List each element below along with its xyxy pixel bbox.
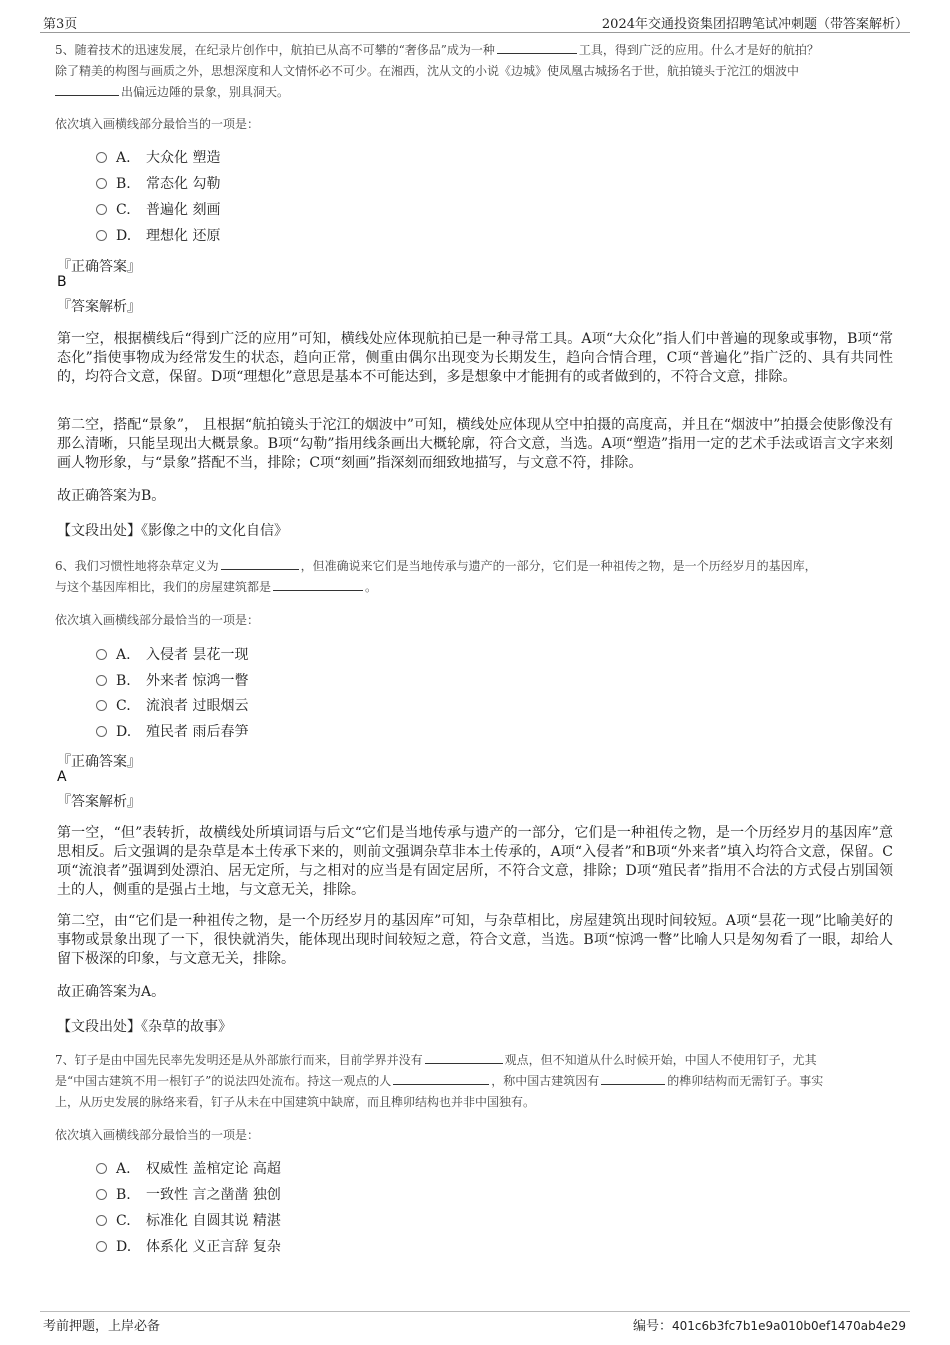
analysis-paragraph: 第一空，“但”表转折，故横线处所填词语与后文“它们是当地传承与遗产的一部分，它们是一种祖传之物，是一个历经岁月的基因库”意思相反。后文强调的是杂草是本土传承下来的，则前文强调杂草非本土传承的，A项“入侵者”和B项“外来者”填入均符合文意，保留。C项“流浪者”强调到处漂泊、居无定所，与之相对的应当是有固定居所，不符合文意，排除；D项“殖民者”指用不合法的方式侵占别国领土的人，侧重的是强占土地，与文意无关，排除。	[57, 825, 893, 898]
correct-answer: A	[57, 769, 67, 785]
analysis-paragraph: 第二空，搭配“景象”， 且根据“航拍镜头于沱江的烟波中”可知，横线处应体现从空中拍摄的高度高，并且在“烟波中”拍摄会使影像没有那么清晰，只能呈现出大概景象。B项“勾勒”指用线条画出大概轮廓，符合文意，当选。A项“塑造”指用一定的艺术手法或语言文字来刻画人物形象，与“景象”搭配不当，排除；C项“刻画”指深刻而细致地描写，与文意不符，排除。	[57, 417, 893, 471]
option-letter: B.	[116, 1187, 131, 1203]
header-divider	[40, 32, 910, 33]
conclusion: 故正确答案为A。	[57, 984, 166, 1000]
analysis-paragraph: 第一空，根据横线后“得到广泛的应用”可知，横线处应体现航拍已是一种寻常工具。A项“大众化”指人们中普遍的现象或事物，B项“常态化”指使事物成为经常发生的状态，趋向正常，侧重由偶尔出现变为长期发生，趋向合情合理，C项“普遍化”指广泛的、具有共同性的，均符合文意，保留。D项“理想化”意思是基本不可能达到，多是想象中才能拥有的或者做到的，不符合文意，排除。	[57, 331, 893, 385]
option-c[interactable]	[96, 200, 220, 220]
analysis-label: 『答案解析』	[57, 794, 141, 810]
option-text: 普遍化 刻画	[146, 202, 221, 218]
q6-text-part: 。	[365, 580, 378, 594]
option-text: 权威性 盖棺定论 高超	[146, 1161, 281, 1177]
page-number: 第3页	[43, 17, 78, 32]
option-letter: A.	[116, 647, 131, 663]
correct-answer-label: 『正确答案』	[57, 754, 141, 770]
question-5-text	[55, 40, 900, 103]
radio-icon[interactable]	[96, 1215, 107, 1226]
source-citation: 【文段出处】《杂草的故事》	[57, 1019, 232, 1035]
analysis-label: 『答案解析』	[57, 299, 141, 315]
q5-text-part: 除了精美的构图与画质之外，思想深度和人文情怀必不可少。在湘西，沈从文的小说《边城》使凤凰古城扬名于世，航拍镜头于沱江的烟波中	[55, 64, 800, 78]
q6-text-part: 与这个基因库相比，我们的房屋建筑都是	[55, 580, 272, 594]
option-letter: D.	[116, 228, 132, 244]
option-letter: B.	[116, 176, 131, 192]
option-text: 外来者 惊鸿一瞥	[146, 673, 249, 689]
option-text: 标准化 自圆其说 精湛	[146, 1213, 281, 1229]
option-text: 体系化 义正言辞 复杂	[146, 1239, 281, 1255]
option-text: 理想化 还原	[146, 228, 221, 244]
footer-divider	[40, 1311, 910, 1312]
question-prompt: 依次填入画横线部分最恰当的一项是：	[55, 1128, 260, 1142]
footer-slogan: 考前押题，上岸必备	[43, 1319, 161, 1334]
option-letter: A.	[116, 1161, 131, 1177]
option-d[interactable]	[96, 722, 248, 742]
code-label: 编号：	[632, 1319, 672, 1334]
option-text: 流浪者 过眼烟云	[146, 698, 249, 714]
option-a[interactable]	[96, 645, 248, 665]
fill-blank	[393, 1071, 489, 1085]
option-text: 殖民者 雨后春笋	[146, 724, 249, 740]
option-letter: C.	[116, 1213, 131, 1229]
correct-answer: B	[57, 274, 67, 290]
option-b[interactable]	[96, 1185, 281, 1205]
q6-text-part: ，但准确说来它们是当地传承与遗产的一部分，它们是一种祖传之物，是一个历经岁月的基因库，	[300, 559, 817, 573]
radio-icon[interactable]	[96, 675, 107, 686]
option-letter: A.	[116, 150, 131, 166]
option-letter: C.	[116, 202, 131, 218]
code-value: 401c6b3fc7b1e9a010b0ef1470ab4e29	[671, 1319, 906, 1333]
q7-text-part: 观点，但不知道从什么时候开始，中国人不使用钉子，尤其	[504, 1053, 817, 1067]
radio-icon[interactable]	[96, 230, 107, 241]
fill-blank	[497, 40, 577, 54]
q7-text-part: 是“中国古建筑不用一根钉子”的说法四处流布。持这一观点的人	[55, 1074, 392, 1088]
source-citation: 【文段出处】《影像之中的文化自信》	[57, 523, 288, 539]
question-prompt: 依次填入画横线部分最恰当的一项是：	[55, 117, 260, 131]
correct-answer-label: 『正确答案』	[57, 259, 141, 275]
option-text: 大众化 塑造	[146, 150, 221, 166]
question-7-text	[55, 1050, 900, 1113]
fill-blank	[425, 1050, 503, 1064]
option-c[interactable]	[96, 1211, 281, 1231]
document-title: 2024年交通投资集团招聘笔试冲刺题（带答案解析）	[601, 17, 908, 32]
option-b[interactable]	[96, 671, 248, 691]
conclusion: 故正确答案为B。	[57, 488, 166, 504]
radio-icon[interactable]	[96, 649, 107, 660]
fill-blank	[273, 577, 363, 591]
option-b[interactable]	[96, 174, 220, 194]
option-d[interactable]	[96, 1237, 281, 1257]
q5-text-part: 5、随着技术的迅速发展，在纪录片创作中，航拍已从高不可攀的“奢侈品”成为一种	[55, 43, 495, 57]
q7-text-part: 的榫卯结构而无需钉子。事实	[667, 1074, 824, 1088]
option-a[interactable]	[96, 1159, 281, 1179]
option-letter: D.	[116, 724, 132, 740]
question-prompt: 依次填入画横线部分最恰当的一项是：	[55, 613, 260, 627]
option-a[interactable]	[96, 148, 220, 168]
analysis-paragraph: 第二空，由“它们是一种祖传之物，是一个历经岁月的基因库”可知，与杂草相比，房屋建筑出现时间较短。A项“昙花一现”比喻美好的事物或景象出现了一下，很快就消失，能体现出现时间较短之意，符合文意，当选。B项“惊鸿一瞥”比喻人只是匆匆看了一眼，却给人留下极深的印象，与文意无关，排除。	[57, 913, 893, 967]
fill-blank	[55, 82, 119, 96]
option-d[interactable]	[96, 226, 220, 246]
radio-icon[interactable]	[96, 1241, 107, 1252]
radio-icon[interactable]	[96, 204, 107, 215]
radio-icon[interactable]	[96, 1189, 107, 1200]
question-6-text	[55, 556, 900, 598]
radio-icon[interactable]	[96, 700, 107, 711]
option-letter: C.	[116, 698, 131, 714]
option-letter: B.	[116, 673, 131, 689]
fill-blank	[601, 1071, 665, 1085]
q7-text-part: 上，从历史发展的脉络来看，钉子从未在中国建筑中缺席，而且榫卯结构也并非中国独有。	[55, 1095, 536, 1109]
fill-blank	[221, 556, 299, 570]
radio-icon[interactable]	[96, 726, 107, 737]
q5-text-part: 出偏远边陲的景象，别具洞天。	[121, 85, 290, 99]
option-letter: D.	[116, 1239, 132, 1255]
option-text: 常态化 勾勒	[146, 176, 221, 192]
document-code	[633, 1315, 906, 1334]
radio-icon[interactable]	[96, 178, 107, 189]
radio-icon[interactable]	[96, 1163, 107, 1174]
option-text: 一致性 言之凿凿 独创	[146, 1187, 281, 1203]
radio-icon[interactable]	[96, 152, 107, 163]
q6-text-part: 6、我们习惯性地将杂草定义为	[55, 559, 219, 573]
option-c[interactable]	[96, 696, 248, 716]
option-text: 入侵者 昙花一现	[146, 647, 249, 663]
q7-text-part: ，称中国古建筑因有	[491, 1074, 600, 1088]
q7-text-part: 7、钉子是由中国先民率先发明还是从外部旅行而来，目前学界并没有	[55, 1053, 423, 1067]
q5-text-part: 工具，得到广泛的应用。什么才是好的航拍？	[578, 43, 819, 57]
